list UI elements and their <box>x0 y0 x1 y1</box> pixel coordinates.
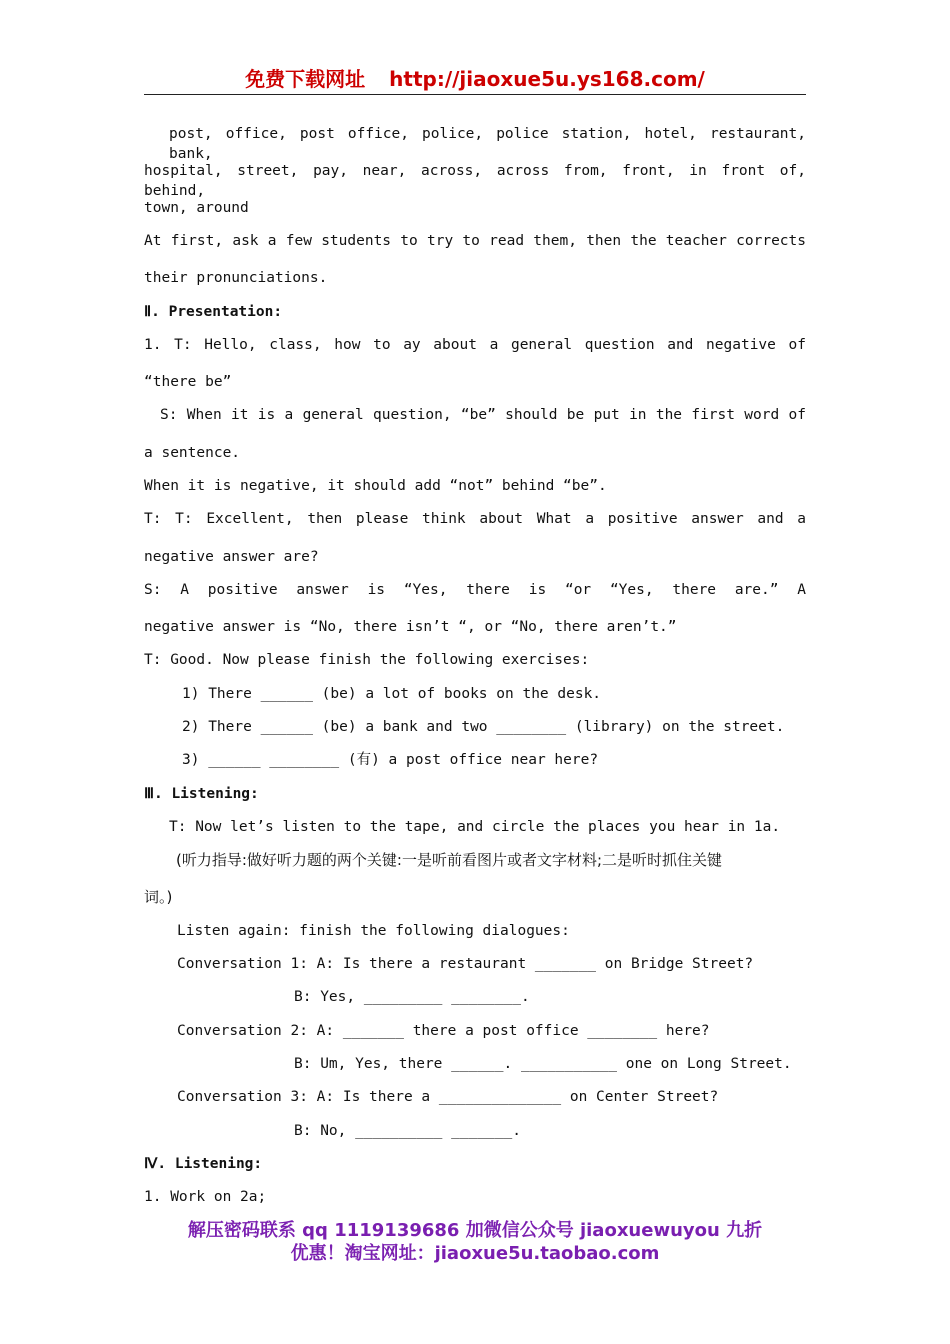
body-line: 1. Work on 2a; <box>144 1189 267 1205</box>
body-line: 1. T: Hello, class, how to ay about a general question and negative of <box>144 337 806 353</box>
body-line: a sentence. <box>144 445 241 461</box>
exercise-item: 1) There ______ (be) a lot of books on the desk. <box>182 686 602 702</box>
body-line: negative answer are? <box>144 549 319 565</box>
body-line: At first, ask a few students to try to read them, then the teacher corrects <box>144 233 806 249</box>
listening-tip-end: 词。) <box>144 888 173 906</box>
header-free-download-label: 免费下载网址 <box>245 67 366 91</box>
body-line: Listen again: finish the following dialogues: <box>177 923 570 939</box>
listening-tip: (听力指导:做好听力题的两个关键:一是听前看图片或者文字材料;二是听时抓住关键 <box>176 851 723 869</box>
section-heading-presentation: Ⅱ. Presentation: <box>144 304 283 320</box>
conversation-line: Conversation 2: A: _______ there a post office ________ here? <box>177 1023 710 1039</box>
section-heading-listening: Ⅲ. Listening: <box>144 786 259 802</box>
header-url[interactable]: http://jiaoxue5u.ys168.com/ <box>389 67 705 91</box>
section-heading-listening-2: Ⅳ. Listening: <box>144 1156 263 1172</box>
body-line: their pronunciations. <box>144 270 328 286</box>
footer-line-2: 优惠！淘宝网址：jiaoxue5u.taobao.com <box>290 1243 660 1264</box>
conversation-line: B: No, __________ _______. <box>294 1123 521 1139</box>
conversation-line: B: Um, Yes, there ______. ___________ one on Long Street. <box>294 1056 792 1072</box>
body-line: T: T: Excellent, then please think about What a positive answer and a <box>144 511 806 527</box>
body-line: When it is negative, it should add “not” behind “be”. <box>144 478 607 494</box>
body-line: S: A positive answer is “Yes, there is “or “Yes, there are.” A <box>144 582 806 598</box>
footer-line-1: 解压密码联系 qq 1119139686 加微信公众号 jiaoxuewuyou 九折 <box>187 1220 763 1241</box>
body-line: “there be” <box>144 374 232 390</box>
exercise-item: 2) There ______ (be) a bank and two ________ (library) on the street. <box>182 719 785 735</box>
body-line: T: Good. Now please finish the following exercises: <box>144 652 590 668</box>
conversation-line: Conversation 3: A: Is there a ______________ on Center Street? <box>177 1089 719 1105</box>
body-line: hospital, street, pay, near, across, across from, front, in front of, behind, <box>144 163 806 199</box>
body-line: negative answer is “No, there isn’t “, or “No, there aren’t.” <box>144 619 677 635</box>
page-header <box>144 64 806 95</box>
body-line: town, around <box>144 200 249 216</box>
body-line: S: When it is a general question, “be” should be put in the first word of <box>160 407 806 423</box>
exercise-item: 3) ______ ________ (有) a post office near here? <box>182 752 599 768</box>
conversation-line: B: Yes, _________ ________. <box>294 989 530 1005</box>
body-line: T: Now let’s listen to the tape, and circle the places you hear in 1a. <box>169 819 781 835</box>
body-line: post, office, post office, police, police station, hotel, restaurant, bank, <box>169 126 806 162</box>
conversation-line: Conversation 1: A: Is there a restaurant _______ on Bridge Street? <box>177 956 754 972</box>
